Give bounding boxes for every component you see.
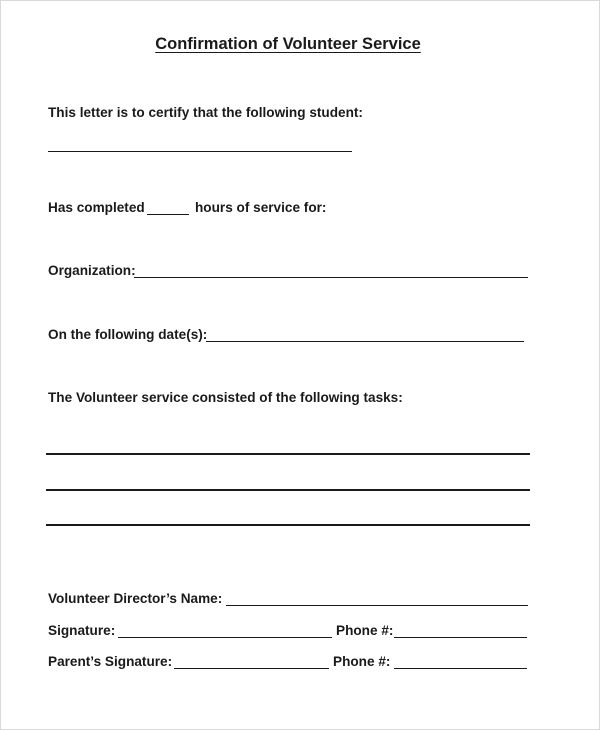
dates-field[interactable] xyxy=(206,341,524,342)
signature-field[interactable] xyxy=(118,637,332,638)
hours-field[interactable] xyxy=(147,214,189,215)
director-name-field[interactable] xyxy=(226,605,528,606)
phone-label: Phone #: xyxy=(336,623,394,638)
organization-field[interactable] xyxy=(134,277,528,278)
hours-suffix-text: hours of service for: xyxy=(195,200,327,215)
task-line-1[interactable] xyxy=(46,453,530,455)
dates-label: On the following date(s): xyxy=(48,327,208,342)
parent-phone-label: Phone #: xyxy=(333,654,391,669)
document-title-text: Confirmation of Volunteer Service xyxy=(155,35,421,53)
organization-label: Organization: xyxy=(48,263,136,278)
parent-signature-field[interactable] xyxy=(174,668,329,669)
parent-signature-label: Parent’s Signature: xyxy=(48,654,173,669)
certify-text: This letter is to certify that the following student: xyxy=(48,105,363,120)
signature-label: Signature: xyxy=(48,623,116,638)
task-line-2[interactable] xyxy=(46,489,530,491)
phone-field[interactable] xyxy=(394,637,527,638)
hours-prefix-text: Has completed xyxy=(48,200,145,215)
parent-phone-field[interactable] xyxy=(394,668,527,669)
task-line-3[interactable] xyxy=(46,524,530,526)
document-title xyxy=(0,35,576,54)
director-name-label: Volunteer Director’s Name: xyxy=(48,591,223,606)
tasks-intro-text: The Volunteer service consisted of the following tasks: xyxy=(48,390,403,405)
student-name-field[interactable] xyxy=(48,151,352,152)
